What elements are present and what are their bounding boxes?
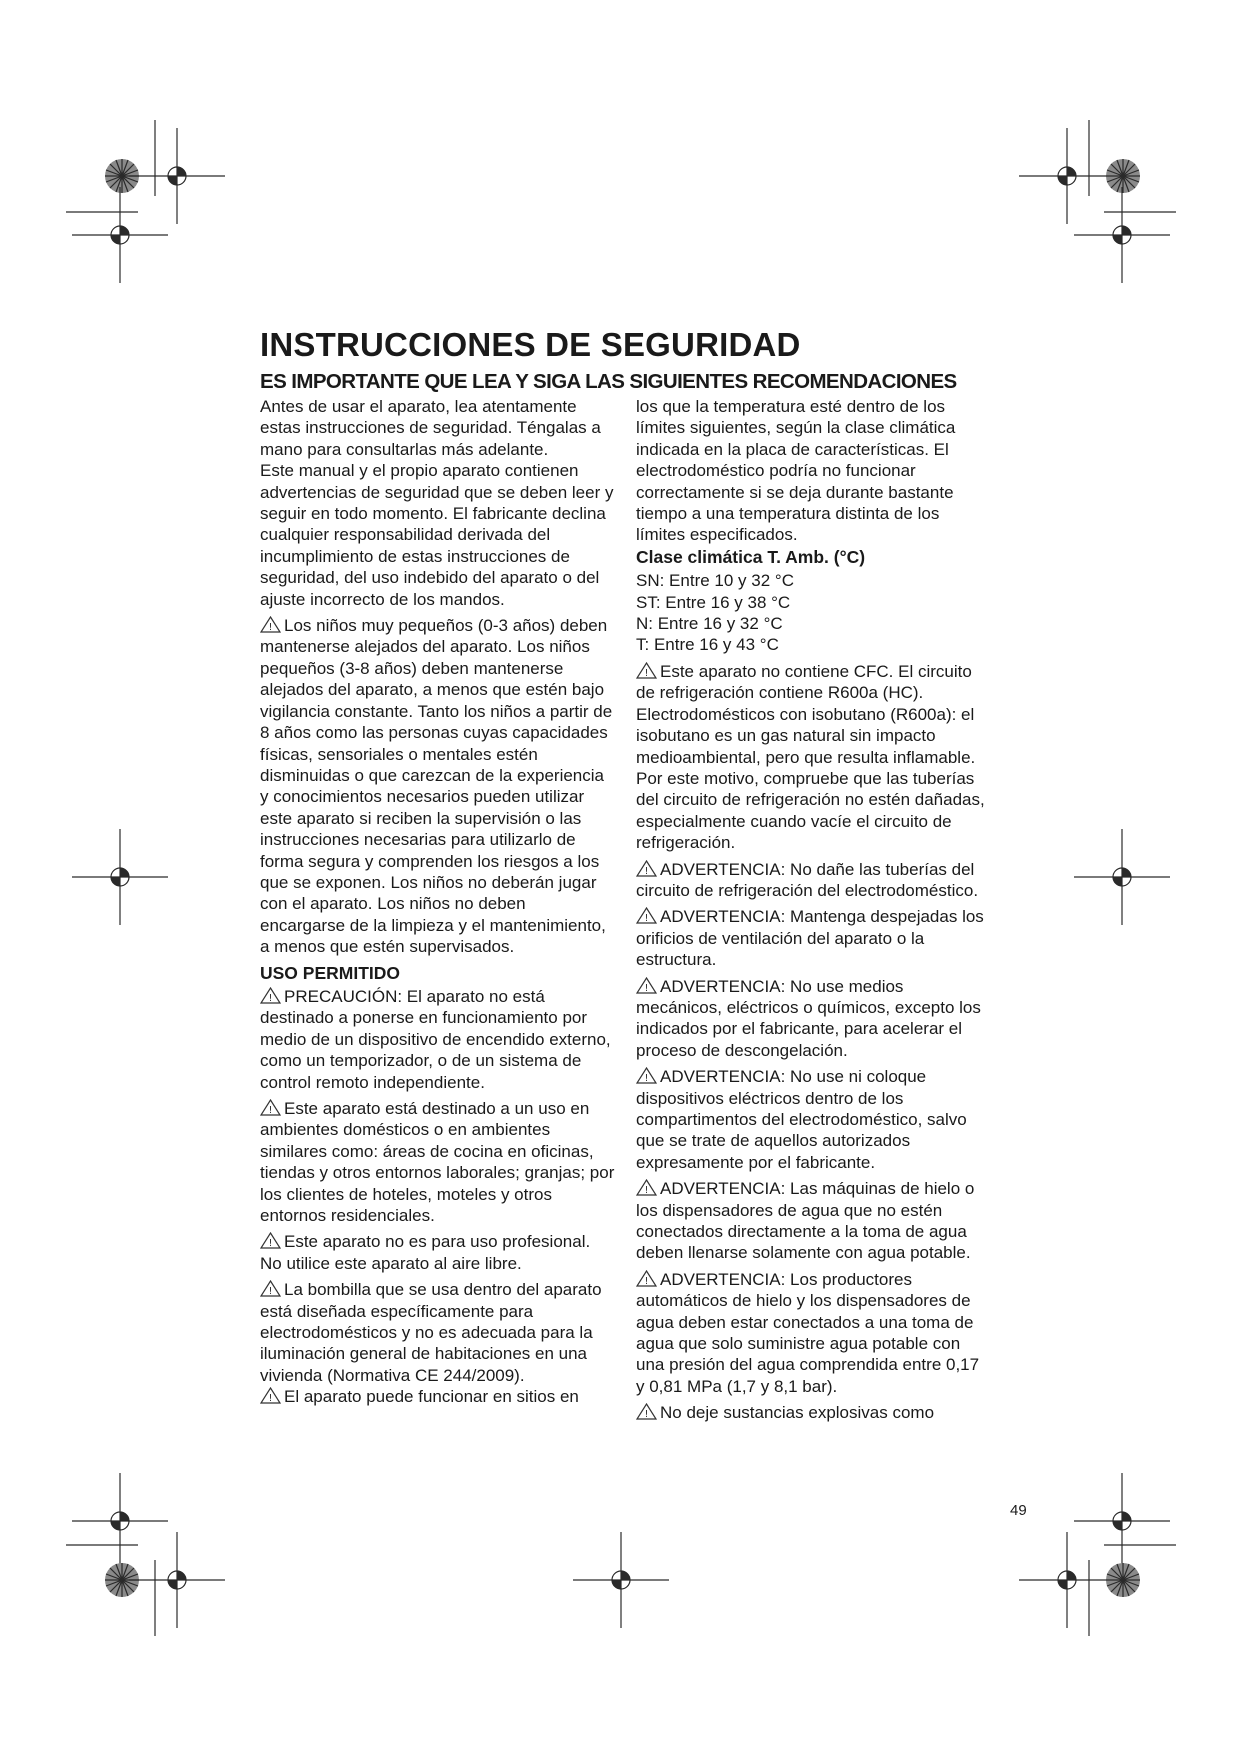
registration-cross-top-right xyxy=(1019,128,1115,224)
manual-warnings-paragraph: Este manual y el propio aparato contienen advertencias de seguridad que se deben leer y seguir en todo momento. El fabricante declina cualquier responsabilidad derivada del incumplimiento de estas instrucciones de seguridad, del uso indebido del aparato o del ajuste incorrecto de los mandos. xyxy=(260,461,614,609)
no-professional-warning xyxy=(260,1231,615,1274)
svg-text:!: ! xyxy=(268,1286,273,1298)
warning-triangle-icon xyxy=(636,977,657,994)
electrical-devices-text: ADVERTENCIA: No use ni coloque dispositivos eléctricos dentro de los compartimentos del electrodoméstico, salvo que se trate de aquellos autorizados expresamente por el fabricante. xyxy=(636,1067,967,1172)
page-number: 49 xyxy=(1010,1502,1027,1519)
climate-class-item: SN: Entre 10 y 32 °C xyxy=(636,571,794,591)
page-title: INSTRUCCIONES DE SEGURIDAD xyxy=(260,326,801,363)
caution-timer-warning xyxy=(260,986,615,1093)
bulb-text: La bombilla que se usa dentro del aparato está diseñada específicamente para electrodomésticos y no es adecuada para la iluminación general de habitaciones en una vivienda (Normativa CE 244/2009). xyxy=(260,1280,602,1385)
warning-triangle-icon xyxy=(260,1387,281,1404)
registration-cross-bottom-right-upper xyxy=(1074,1473,1170,1569)
svg-text:!: ! xyxy=(268,1238,273,1250)
ice-machines-warning xyxy=(636,1178,991,1264)
svg-text:!: ! xyxy=(644,865,649,877)
svg-text:!: ! xyxy=(268,1393,273,1405)
registration-cross-top-left xyxy=(129,128,225,224)
pipes-warning xyxy=(636,859,991,902)
domestic-use-warning xyxy=(260,1098,615,1226)
vents-warning xyxy=(636,906,991,970)
right-column xyxy=(636,396,991,1429)
operating-temperature-warning xyxy=(260,1386,615,1407)
warning-triangle-icon xyxy=(260,616,281,633)
warning-triangle-icon xyxy=(260,1099,281,1116)
operating-temperature-text-start: El aparato puede funcionar en sitios en xyxy=(284,1387,579,1407)
warning-triangle-icon xyxy=(636,1270,657,1287)
ice-producers-warning xyxy=(636,1269,991,1397)
defrost-warning xyxy=(636,976,991,1062)
caution-timer-text: PRECAUCIÓN: El aparato no está destinado a ponerse en funcionamiento por medio de un dispositivo de encendido externo, como un temporizador, o de un sistema de control remoto independiente. xyxy=(260,986,611,1092)
climate-class-item: N: Entre 16 y 32 °C xyxy=(636,614,783,634)
electrical-devices-warning xyxy=(636,1066,991,1173)
registration-cross-mid-right xyxy=(1074,829,1170,925)
svg-text:!: ! xyxy=(644,667,649,679)
climate-class-list xyxy=(636,570,991,656)
starburst-mark-bottom-right xyxy=(1106,1563,1140,1597)
ice-producers-text: ADVERTENCIA: Los productores automáticos de hielo y los dispensadores de agua deben estar conectados a una toma de agua que solo suministre agua potable con una presión del agua comprendida entre 0,17 y 0,81 MPa (1,7 y 8,1 bar). xyxy=(636,1269,980,1396)
children-warning xyxy=(260,615,615,958)
warning-triangle-icon xyxy=(636,860,657,877)
climate-class-item: T: Entre 16 y 43 °C xyxy=(636,635,779,655)
explosives-warning xyxy=(636,1402,991,1423)
bulb-warning xyxy=(260,1279,615,1386)
cfc-text: Este aparato no contiene CFC. El circuito de refrigeración contiene R600a (HC). Electrodomésticos con isobutano (R600a): el isobutano es un gas natural sin impacto medioambiental, pero que resulta inflamable. Por este motivo, compruebe que las tuberías del circuito de refrigeración no estén dañadas, especialmente cuando vacíe el circuito de refrigeración. xyxy=(636,661,985,853)
explosives-text-start: No deje sustancias explosivas como xyxy=(660,1403,935,1423)
children-warning-text: Los niños muy pequeños (0-3 años) deben mantenerse alejados del aparato. Los niños pequeños (3-8 años) deben mantenerse alejados del aparato, a menos que estén bajo vigilancia constante. Tanto los niños a partir de 8 años como las personas cuyas capacidades físicas, sensoriales o mentales estén disminuidas o que carezcan de la experiencia y conocimientos necesarios pueden utilizar este aparato si reciben la supervisión o las instrucciones necesarias para utilizarlo de forma segura y comprenden los riesgos a los que se exponen. Los niños no deberán jugar con el aparato. Los niños no deben encargarse de la limpieza y el mantenimiento, a menos que estén supervisados. xyxy=(260,616,613,957)
svg-text:!: ! xyxy=(644,1275,649,1287)
warning-triangle-icon xyxy=(636,662,657,679)
warning-triangle-icon xyxy=(636,1179,657,1196)
svg-text:!: ! xyxy=(644,982,649,994)
ice-machines-text: ADVERTENCIA: Las máquinas de hielo o los dispensadores de agua que no estén conectados directamente a la toma de agua deben llenarse solamente con agua potable. xyxy=(636,1179,975,1263)
no-professional-text: Este aparato no es para uso profesional. No utilice este aparato al aire libre. xyxy=(260,1232,591,1273)
vents-text: ADVERTENCIA: Mantenga despejadas los orificios de ventilación del aparato o la estructura. xyxy=(636,907,984,970)
cfc-warning xyxy=(636,661,991,854)
svg-text:!: ! xyxy=(268,992,273,1004)
registration-cross-top-left-lower xyxy=(72,187,168,283)
climate-class-heading: Clase climática T. Amb. (°C) xyxy=(636,546,866,567)
left-column xyxy=(260,396,615,1413)
svg-text:!: ! xyxy=(268,1105,273,1116)
pipes-text: ADVERTENCIA: No dañe las tuberías del circuito de refrigeración del electrodoméstico. xyxy=(636,859,979,900)
starburst-mark-top-right xyxy=(1106,159,1140,193)
registration-cross-top-right-lower xyxy=(1074,187,1170,283)
registration-cross-mid-left xyxy=(72,829,168,925)
warning-triangle-icon xyxy=(260,987,281,1004)
domestic-use-text: Este aparato está destinado a un uso en ambientes domésticos o en ambientes similares como: áreas de cocina en oficinas, tiendas y otros entornos laborales; granjas; por los clientes de hoteles, moteles y otros entornos residenciales. xyxy=(260,1099,615,1226)
operating-temperature-continuation: los que la temperatura esté dentro de los límites siguientes, según la clase climática indicada en la placa de características. El electrodoméstico podría no funcionar correctamente si se deja durante bastante tiempo a una temperatura distinta de los límites especificados. xyxy=(636,397,956,545)
registration-cross-bottom-right xyxy=(1019,1532,1115,1628)
svg-text:!: ! xyxy=(644,1073,649,1085)
registration-cross-bottom-left xyxy=(129,1532,225,1628)
svg-text:!: ! xyxy=(644,1185,649,1197)
page-subtitle: ES IMPORTANTE QUE LEA Y SIGA LAS SIGUIENTES RECOMENDACIONES xyxy=(260,370,957,393)
svg-text:!: ! xyxy=(268,622,273,634)
registration-cross-bottom-left-upper xyxy=(72,1473,168,1569)
intro-paragraph: Antes de usar el aparato, lea atentamente estas instrucciones de seguridad. Téngalas a mano para consultarlas más adelante. xyxy=(260,397,601,459)
defrost-text: ADVERTENCIA: No use medios mecánicos, eléctricos o químicos, excepto los indicados por el fabricante, para acelerar el proceso de descongelación. xyxy=(636,976,981,1060)
svg-text:!: ! xyxy=(644,1409,649,1421)
climate-class-item: ST: Entre 16 y 38 °C xyxy=(636,592,791,612)
permitted-use-heading: USO PERMITIDO xyxy=(260,962,401,983)
warning-triangle-icon xyxy=(260,1280,281,1297)
svg-text:!: ! xyxy=(644,913,649,925)
registration-cross-bottom-center xyxy=(573,1532,669,1628)
warning-triangle-icon xyxy=(636,1067,657,1084)
warning-triangle-icon xyxy=(636,907,657,924)
warning-triangle-icon xyxy=(260,1232,281,1249)
warning-triangle-icon xyxy=(636,1403,657,1420)
